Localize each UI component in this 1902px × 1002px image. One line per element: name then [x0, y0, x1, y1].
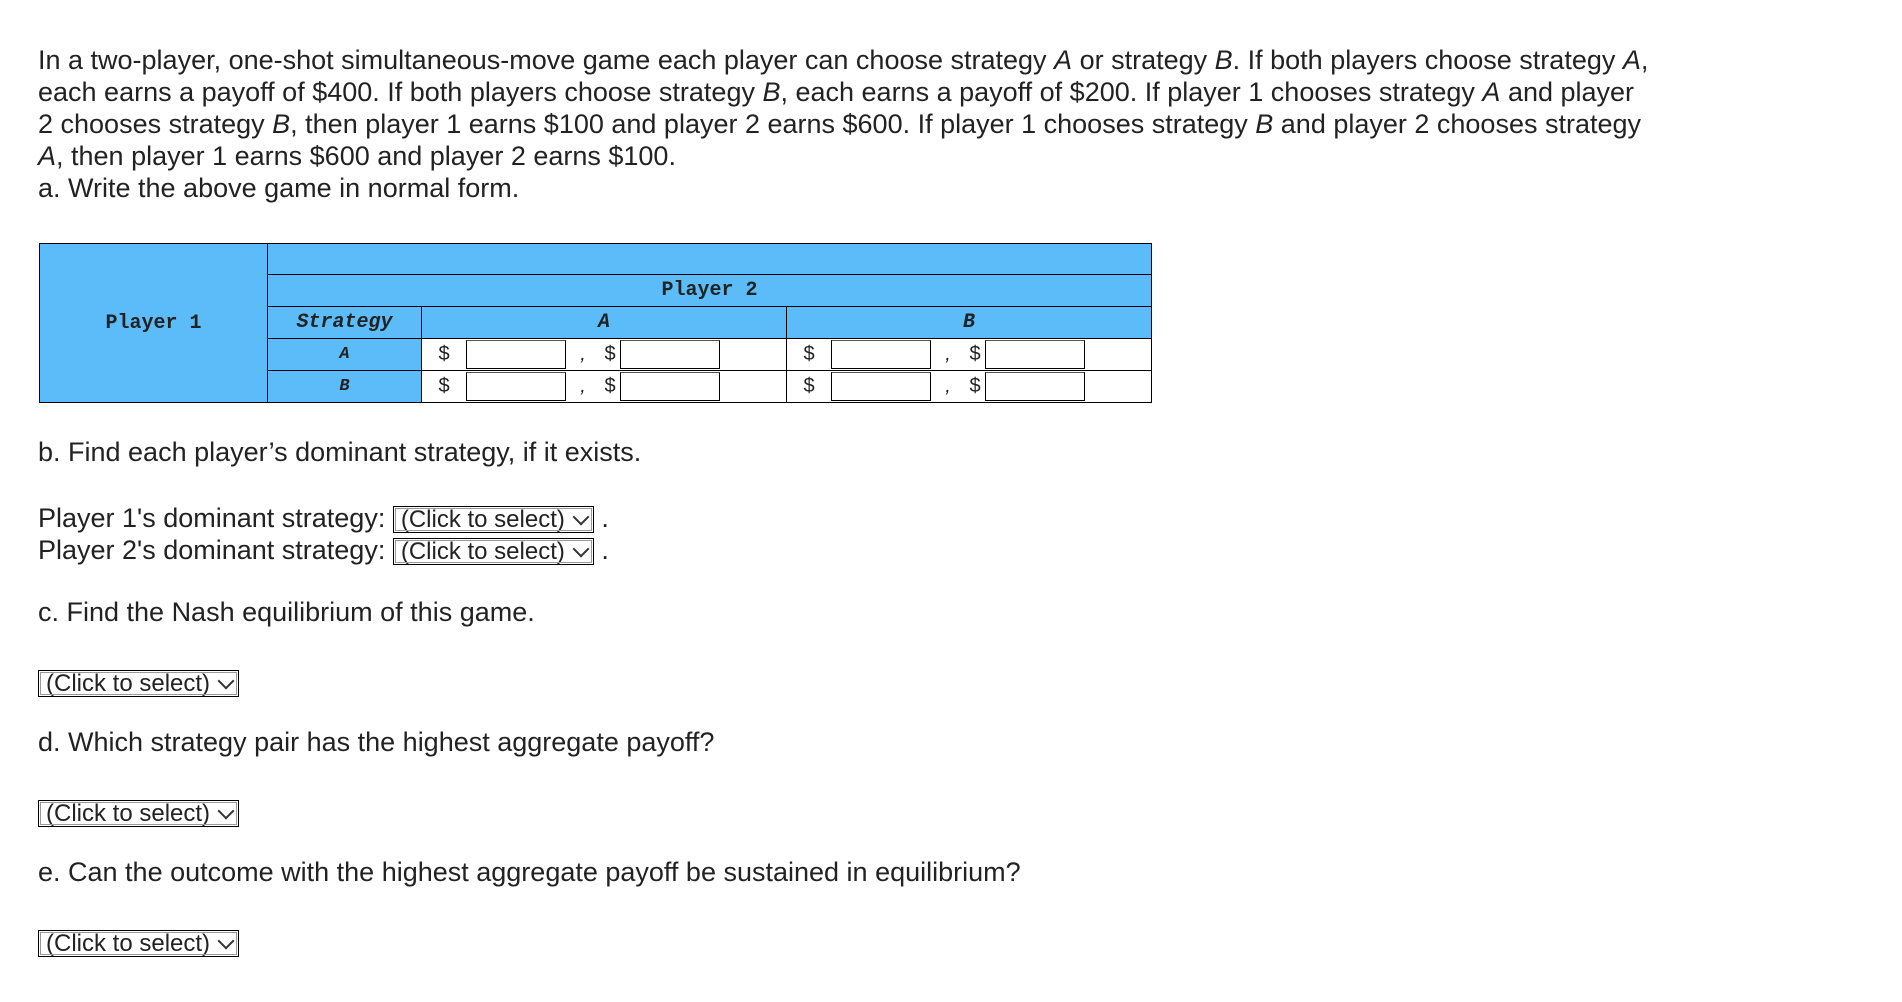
chevron-down-icon — [218, 932, 235, 949]
player2-dominant-select[interactable] — [393, 538, 594, 565]
part-b-question: b. Find each player’s dominant strategy, if it exists. — [38, 437, 642, 467]
strategy-header: Strategy — [268, 307, 422, 339]
chevron-down-icon — [572, 508, 589, 525]
player1-label: Player 1 — [40, 244, 268, 403]
part-a-question: a. Write the above game in normal form. — [38, 173, 520, 203]
cell-ab — [787, 339, 1152, 371]
part-c-answer — [38, 666, 239, 698]
part-e-question: e. Can the outcome with the highest aggregate payoff be sustained in equilibrium? — [38, 857, 1021, 887]
comma: , — [945, 375, 951, 397]
dollar-sign: $ — [438, 343, 450, 365]
period: . — [601, 503, 609, 533]
part-d-question: d. Which strategy pair has the highest aggregate payoff? — [38, 727, 715, 757]
dollar-sign: $ — [969, 343, 981, 365]
dollar-sign: $ — [604, 375, 616, 397]
period: . — [601, 535, 609, 565]
select-text: (Click to select) — [46, 929, 211, 957]
payoff-input-ba-p2[interactable] — [620, 372, 720, 401]
payoff-input-bb-p1[interactable] — [831, 372, 931, 401]
select-text: (Click to select) — [46, 669, 211, 697]
player1-dominant-row — [38, 502, 609, 534]
problem-line-1: In a two-player, one-shot simultaneous-move game each player can choose strategy A or strategy B. If both players choose strategy A, — [38, 45, 1649, 75]
chevron-down-icon — [572, 540, 589, 557]
comma: , — [945, 343, 951, 365]
payoff-input-aa-p2[interactable] — [620, 340, 720, 369]
select-text: (Click to select) — [400, 537, 565, 565]
row-a-label: A — [268, 339, 422, 371]
table-top-spacer — [268, 244, 1152, 275]
dollar-sign: $ — [803, 343, 815, 365]
normal-form-table — [39, 243, 1152, 403]
payoff-input-ba-p1[interactable] — [466, 372, 566, 401]
highest-aggregate-select[interactable] — [38, 800, 239, 827]
cell-aa — [422, 339, 787, 371]
sustained-equilibrium-select[interactable] — [38, 930, 239, 957]
player2-dominant-label: Player 2's dominant strategy: — [38, 535, 386, 565]
chevron-down-icon — [218, 672, 235, 689]
problem-line-4: A, then player 1 earns $600 and player 2 earns $100. — [38, 141, 676, 171]
chevron-down-icon — [218, 802, 235, 819]
part-c-question: c. Find the Nash equilibrium of this game. — [38, 597, 535, 627]
part-e-answer — [38, 926, 239, 958]
nash-equilibrium-select[interactable] — [38, 670, 239, 697]
player2-label: Player 2 — [268, 275, 1152, 307]
select-text: (Click to select) — [46, 799, 211, 827]
cell-bb — [787, 371, 1152, 403]
player1-dominant-label: Player 1's dominant strategy: — [38, 503, 386, 533]
payoff-input-ab-p1[interactable] — [831, 340, 931, 369]
player2-dominant-row — [38, 534, 609, 566]
dollar-sign: $ — [438, 375, 450, 397]
payoff-input-bb-p2[interactable] — [985, 372, 1085, 401]
problem-statement — [38, 44, 1788, 204]
player1-dominant-select[interactable] — [393, 506, 594, 533]
part-d-answer — [38, 796, 239, 828]
problem-line-3: 2 chooses strategy B, then player 1 earns $100 and player 2 earns $600. If player 1 chooses strategy B and player 2 chooses strategy — [38, 109, 1641, 139]
dollar-sign: $ — [604, 343, 616, 365]
dollar-sign: $ — [803, 375, 815, 397]
payoff-input-ab-p2[interactable] — [985, 340, 1085, 369]
row-b-label: B — [268, 371, 422, 403]
select-text: (Click to select) — [400, 505, 565, 533]
problem-line-2: each earns a payoff of $400. If both players choose strategy B, each earns a payoff of $200. If player 1 chooses strategy A and player — [38, 77, 1635, 107]
dollar-sign: $ — [969, 375, 981, 397]
cell-ba — [422, 371, 787, 403]
payoff-input-aa-p1[interactable] — [466, 340, 566, 369]
comma: , — [580, 343, 586, 365]
column-b-header: B — [787, 307, 1152, 339]
comma: , — [580, 375, 586, 397]
column-a-header: A — [422, 307, 787, 339]
